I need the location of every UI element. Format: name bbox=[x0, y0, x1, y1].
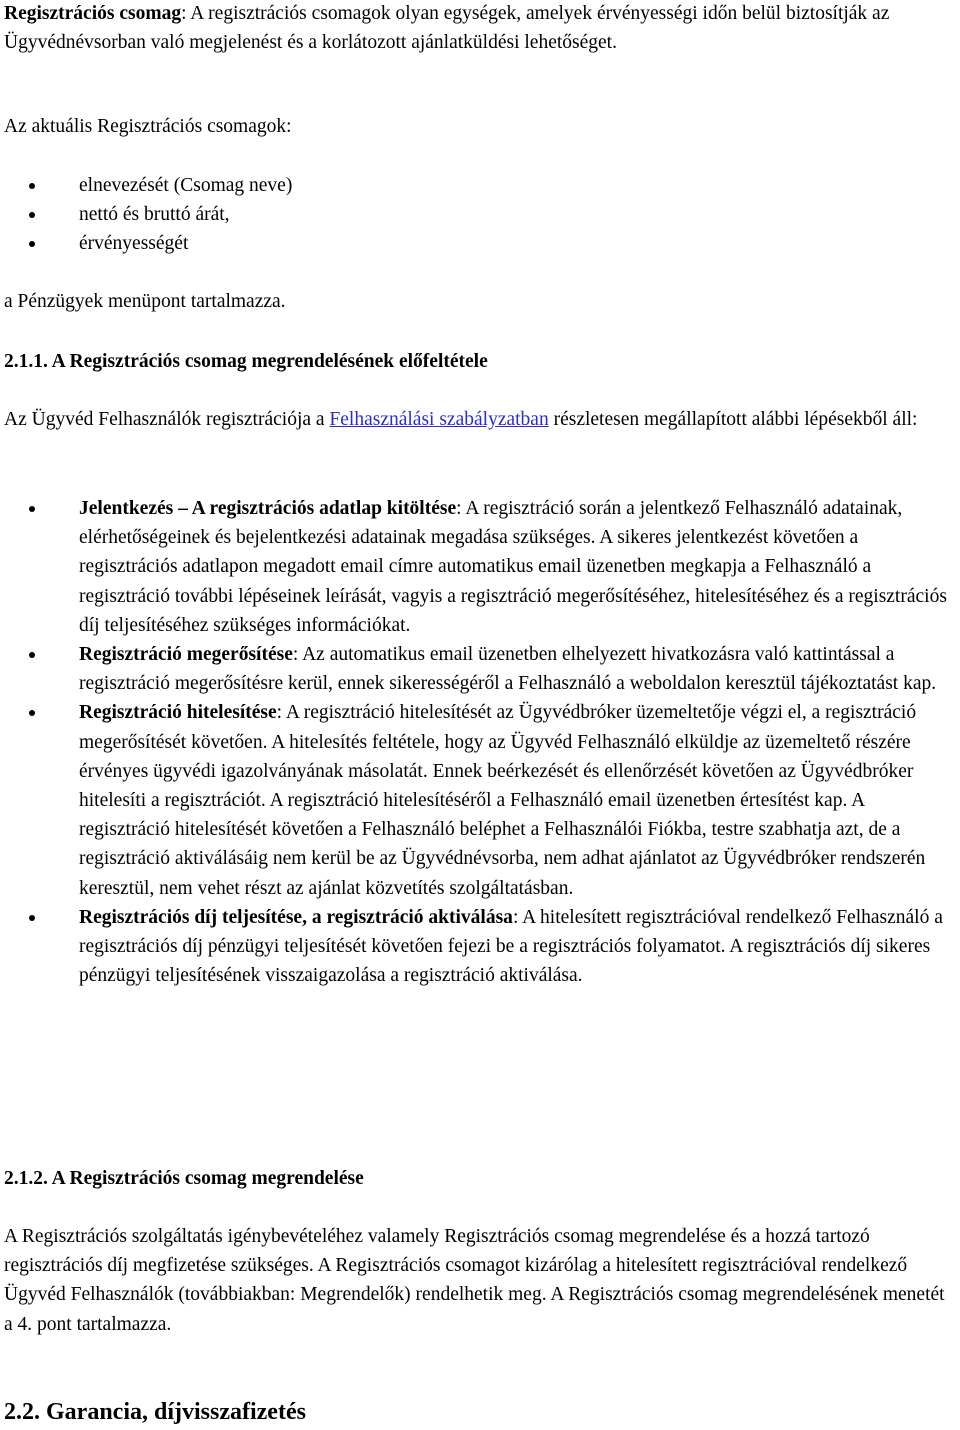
section-22-heading: 2.2. Garancia, díjvisszafizetés bbox=[4, 1399, 306, 1425]
step-text: : A regisztráció hitelesítését az Ügyvédbróker üzemeltetője végzi el, a regisztráció megerősítését követően. A hitelesítés feltétele, hogy az Ügyvéd Felhasználó elküldje az üzemeltető részére érvényes ügyvédi igazolványának másolatát. Ennek beérkezését és ellenőrzését követően az Ügyvédbróker hitelesíti a regisztrációt. A regisztráció hitelesítéséről a Felhasználó email üzenetben értesítést kap. A regisztráció hitelesítését követően a Felhasználó beléphet a Felhasználói Fiókba, testre szabhatja azt, de a regisztráció aktiválásáig nem kerül be az Ügyvédnévsorba, nem adhat ajánlatot az Ügyvédbróker rendszerén keresztül, nem vehet részt az ajánlat közvetítés szolgáltatásban. bbox=[79, 702, 926, 899]
list-item: érvényességét bbox=[4, 229, 958, 258]
current-packages-lead: Az aktuális Regisztrációs csomagok: bbox=[4, 116, 292, 137]
bullet-icon bbox=[29, 183, 35, 189]
section-212-paragraph: A Regisztrációs szolgáltatás igénybevételéhez valamely Regisztrációs csomag megrendelése és a hozzá tartozó regisztrációs díj megfizetése szükséges. A Regisztrációs csomagot kizárólag a hitelesített regisztrációval rendelkező Ügyvéd Felhasználók (továbbiakban: Megrendelők) rendelhetik meg. A Regisztrációs csomag megrendelésének menetét a 4. pont tartalmazza. bbox=[4, 1226, 945, 1335]
intro-paragraph bbox=[4, 0, 958, 57]
intro-text: : A regisztrációs csomagok olyan egységek, amelyek érvényességi időn belül biztosítják az Ügyvédnévsorban való megjelenést és a korlátozott ajánlatküldési lehetőséget. bbox=[4, 3, 890, 54]
bullet-icon bbox=[29, 506, 35, 512]
step-text: : Az automatikus email üzenetben elhelyezett hivatkozásra való kattintással a regisztráció megerősítésre kerül, ennek sikerességéről a Felhasználó a weboldalon keresztül tájékoztatást kap. bbox=[79, 644, 937, 695]
terms-of-use-link[interactable]: Felhasználási szabályzatban bbox=[329, 409, 549, 430]
step-text: : A hitelesített regisztrációval rendelkező Felhasználó a regisztrációs díj pénzügyi teljesítését követően fejezi be a regisztrációs folyamatot. A regisztrációs díj sikeres pénzügyi teljesítésének visszaigazolása a regisztráció aktiválása. bbox=[79, 906, 943, 987]
current-packages-list bbox=[4, 171, 958, 259]
registration-steps-list bbox=[4, 494, 958, 990]
section-211-intro: Az Ügyvéd Felhasználók regisztrációja a Felhasználási szabályzatban részletesen megállapított alábbi lépésekből áll: bbox=[4, 409, 918, 430]
intro-term: Regisztrációs csomag bbox=[4, 3, 182, 24]
bullet-icon bbox=[29, 212, 35, 218]
bullet-icon bbox=[29, 241, 35, 247]
bullet-icon bbox=[29, 915, 35, 921]
bullet-icon bbox=[29, 710, 35, 716]
step-text: : A regisztráció során a jelentkező Felhasználó adatainak, elérhetőségeinek és bejelentkezési adatainak megadása szükséges. A sikeres jelentkezést követően a regisztrációs adatlapon megadott email címre automatikus email üzenetben megkapja a Felhasználó a regisztráció további lépéseinek leírását, vagyis a regisztráció megerősítéséhez, hitelesítéséhez és a regisztrációs díj teljesítéséhez szükséges információkat. bbox=[79, 498, 947, 636]
section-211-heading: 2.1.1. A Regisztrációs csomag megrendelésének előfeltétele bbox=[4, 351, 488, 372]
list-item bbox=[4, 494, 958, 640]
list-item bbox=[4, 698, 958, 902]
bullet-icon bbox=[29, 652, 35, 658]
section-212-heading: 2.1.2. A Regisztrációs csomag megrendelése bbox=[4, 1168, 364, 1189]
step-title: Regisztráció hitelesítése bbox=[79, 702, 277, 724]
list-item: elnevezését (Csomag neve) bbox=[4, 171, 958, 200]
list-item: nettó és bruttó árát, bbox=[4, 200, 958, 229]
step-title: Regisztráció megerősítése bbox=[79, 644, 293, 666]
list-item bbox=[4, 640, 958, 698]
list-item bbox=[4, 903, 958, 991]
step-title: Jelentkezés – A regisztrációs adatlap kitöltése bbox=[79, 498, 457, 519]
step-title: Regisztrációs díj teljesítése, a regisztráció aktiválása bbox=[79, 906, 513, 928]
current-packages-tail: a Pénzügyek menüpont tartalmazza. bbox=[4, 291, 286, 312]
